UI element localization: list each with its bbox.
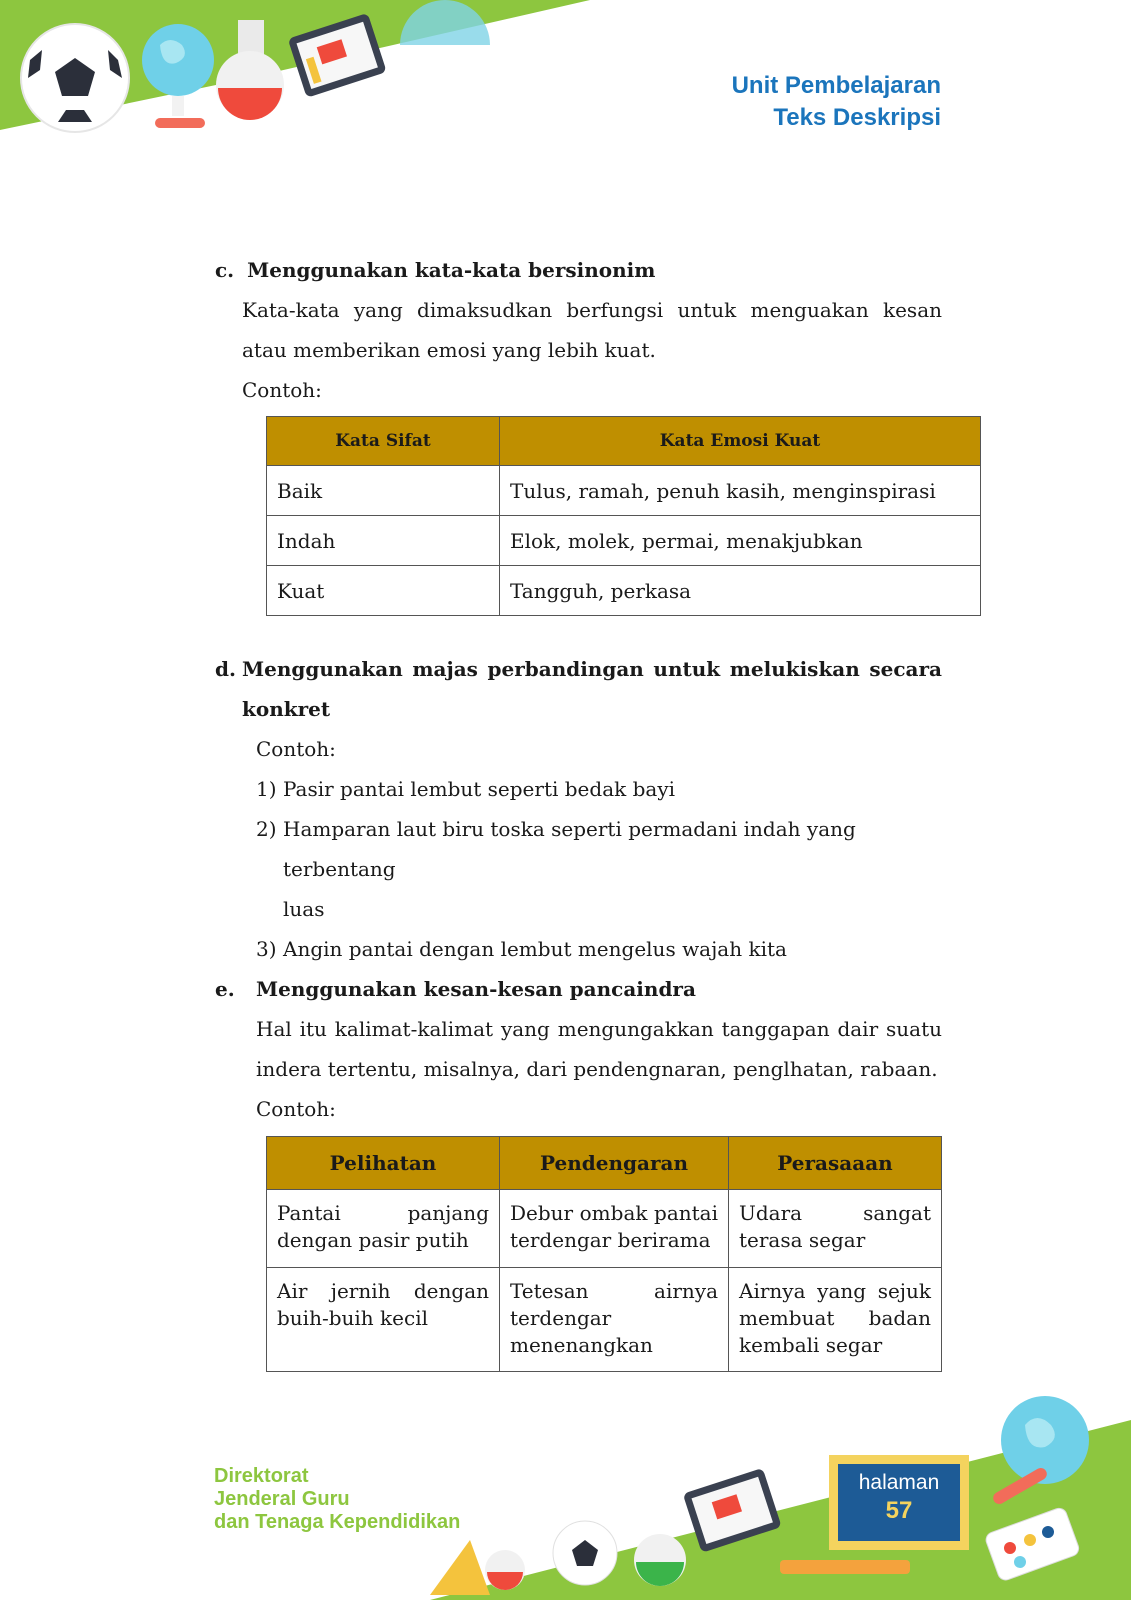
table-cell: Kuat (267, 566, 500, 616)
section-c-heading (215, 250, 942, 290)
senses-table-header: Pelihatan (267, 1137, 500, 1190)
senses-table-header: Perasaaan (729, 1137, 942, 1190)
section-c (215, 250, 942, 410)
table-cell: Airnya yang sejuk membuat badan kembali segar (729, 1268, 942, 1372)
section-d-marker: d. (215, 657, 236, 681)
list-item-text: Hamparan laut biru toska seperti permadani indah yang terbentang (283, 817, 856, 881)
soccer-ball-icon (553, 1521, 617, 1585)
section-d-heading (215, 649, 942, 689)
table-cell: Air jernih dengan buih-buih kecil (267, 1268, 500, 1372)
senses-table-header: Pendengaran (500, 1137, 729, 1190)
directorate-line2: Jenderal Guru (214, 1488, 350, 1510)
synonym-table-header: Kata Sifat (267, 417, 500, 466)
directorate-line3: dan Tenaga Kependidikan (214, 1511, 461, 1533)
table-cell: Indah (267, 516, 500, 566)
table-row (267, 566, 981, 616)
section-c-marker: c. (215, 258, 235, 282)
section-e-title: Menggunakan kesan-kesan pancaindra (256, 977, 696, 1001)
page-number: 57 (885, 1497, 913, 1524)
table-cell: Tetesan airnya terdengar menenangkan (500, 1268, 729, 1372)
page-number-board-inner (838, 1464, 960, 1541)
section-c-example-label: Contoh: (242, 378, 322, 402)
section-d (215, 649, 942, 969)
table-cell: Udara sangat terasa segar (729, 1190, 942, 1268)
header-decoration (0, 0, 1131, 150)
section-c-title: Menggunakan kata-kata bersinonim (247, 258, 656, 282)
table-row (267, 1268, 942, 1372)
table-row (267, 466, 981, 516)
table-row (267, 1190, 942, 1268)
list-item-number: 3) (256, 937, 277, 961)
unit-title (732, 70, 941, 134)
directorate-line1: Direktorat (214, 1465, 309, 1487)
section-d-title-line2: konkret (242, 697, 331, 721)
globe-icon (142, 24, 214, 128)
page-number-board (829, 1455, 969, 1550)
table-cell: Pantai panjang dengan pasir putih (267, 1190, 500, 1268)
section-c-paragraph: Kata-kata yang dimaksudkan berfungsi untuk menguakan kesan atau memberikan emosi yang lebih kuat. (242, 298, 942, 362)
list-item-continuation: luas (283, 897, 325, 921)
section-e-paragraph: Hal itu kalimat-kalimat yang mengungakkan tanggapan dair suatu indera tertentu, misalnya, dari pendengnaran, penglhatan, rabaan. (256, 1017, 942, 1081)
section-d-example-label: Contoh: (256, 737, 336, 761)
section-e (215, 969, 942, 1129)
list-item-number: 2) (256, 817, 277, 841)
soccer-ball-icon (21, 24, 129, 132)
section-d-title-line1: Menggunakan majas perbandingan untuk melukiskan secara (242, 657, 942, 681)
section-e-example-label: Contoh: (256, 1097, 336, 1121)
table-row (267, 516, 981, 566)
unit-title-line1: Unit Pembelajaran (731, 72, 941, 99)
table-cell: Tangguh, perkasa (500, 566, 981, 616)
list-item (256, 809, 942, 889)
list-item-number: 1) (256, 777, 277, 801)
list-item-text: Angin pantai dengan lembut mengelus wajah kita (283, 937, 787, 961)
senses-table (266, 1136, 942, 1372)
list-item (256, 929, 942, 969)
table-cell: Debur ombak pantai terdengar berirama (500, 1190, 729, 1268)
page-label: halaman (858, 1471, 940, 1494)
section-e-heading (215, 969, 942, 1009)
synonym-table-header: Kata Emosi Kuat (500, 417, 981, 466)
directorate-logo-text (214, 1465, 460, 1534)
table-cell: Tulus, ramah, penuh kasih, menginspirasi (500, 466, 981, 516)
list-item-text: Pasir pantai lembut seperti bedak bayi (283, 777, 676, 801)
list-item (256, 769, 942, 809)
table-cell: Baik (267, 466, 500, 516)
section-e-marker: e. (215, 977, 235, 1001)
table-cell: Elok, molek, permai, menakjubkan (500, 516, 981, 566)
synonym-table (266, 416, 981, 616)
unit-title-line2: Teks Deskripsi (773, 104, 941, 131)
